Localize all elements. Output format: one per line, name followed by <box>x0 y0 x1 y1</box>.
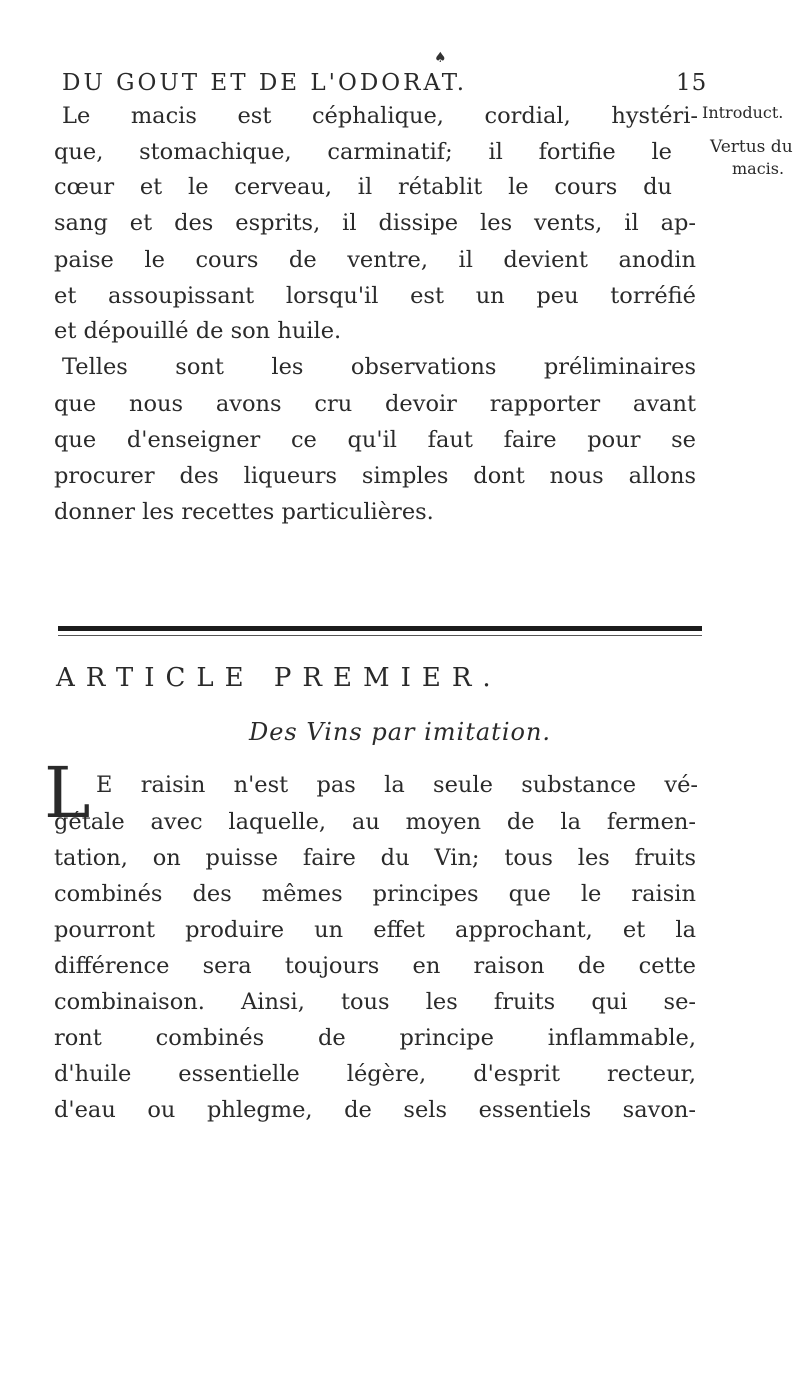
text-line: que, stomachique, carminatif; il fortifie le <box>54 139 672 165</box>
text-line: paise le cours de ventre, il devient anodin <box>54 247 696 273</box>
text-line: différence sera toujours en raison de cette <box>54 953 696 979</box>
text-line: pourront produire un effet approchant, et la <box>54 917 696 943</box>
text-line: cœur et le cerveau, il rétablit le cours du <box>54 174 672 200</box>
page-number: 15 <box>676 70 708 96</box>
text-line: gétale avec laquelle, au moyen de la fermen- <box>54 809 696 835</box>
margin-note-line: macis. <box>732 159 785 178</box>
text-line: sang et des esprits, il dissipe les vents, il ap- <box>54 210 696 236</box>
margin-note <box>702 102 800 180</box>
article-title: ARTICLE PREMIER. <box>56 663 502 693</box>
text-line: d'eau ou phlegme, de sels essentiels savon- <box>54 1097 696 1123</box>
text-line: Telles sont les observations préliminaires <box>62 354 696 380</box>
margin-note-line: Vertus du <box>710 137 793 157</box>
text-line: que d'enseigner ce qu'il faut faire pour se <box>54 427 696 453</box>
text-line: procurer des liqueurs simples dont nous allons <box>54 463 696 489</box>
text-line: que nous avons cru devoir rapporter avant <box>54 391 696 417</box>
text-line: combinés des mêmes principes que le raisin <box>54 881 696 907</box>
text-line: et assoupissant lorsqu'il est un peu torréfié <box>54 283 696 309</box>
article-subtitle: Des Vins par imitation. <box>248 718 552 746</box>
section-rule-thin <box>58 635 702 636</box>
running-title: DU GOUT ET DE L'ODORAT. <box>62 70 468 96</box>
margin-note-line: Introduct. <box>702 103 784 122</box>
text-line: d'huile essentielle légère, d'esprit recteur, <box>54 1061 696 1087</box>
printer-mark: ♠ <box>434 50 447 66</box>
text-line: E raisin n'est pas la seule substance vé- <box>96 772 698 798</box>
text-line: et dépouillé de son huile. <box>54 318 342 344</box>
text-line: Le macis est céphalique, cordial, hystéri- <box>62 103 698 129</box>
drop-cap: L <box>44 752 91 834</box>
text-line: tation, on puisse faire du Vin; tous les fruits <box>54 845 696 871</box>
section-rule <box>58 626 702 631</box>
text-line: combinaison. Ainsi, tous les fruits qui se- <box>54 989 696 1015</box>
text-line: ront combinés de principe inflammable, <box>54 1025 696 1051</box>
text-line: donner les recettes particulières. <box>54 499 434 525</box>
running-head <box>62 70 762 96</box>
